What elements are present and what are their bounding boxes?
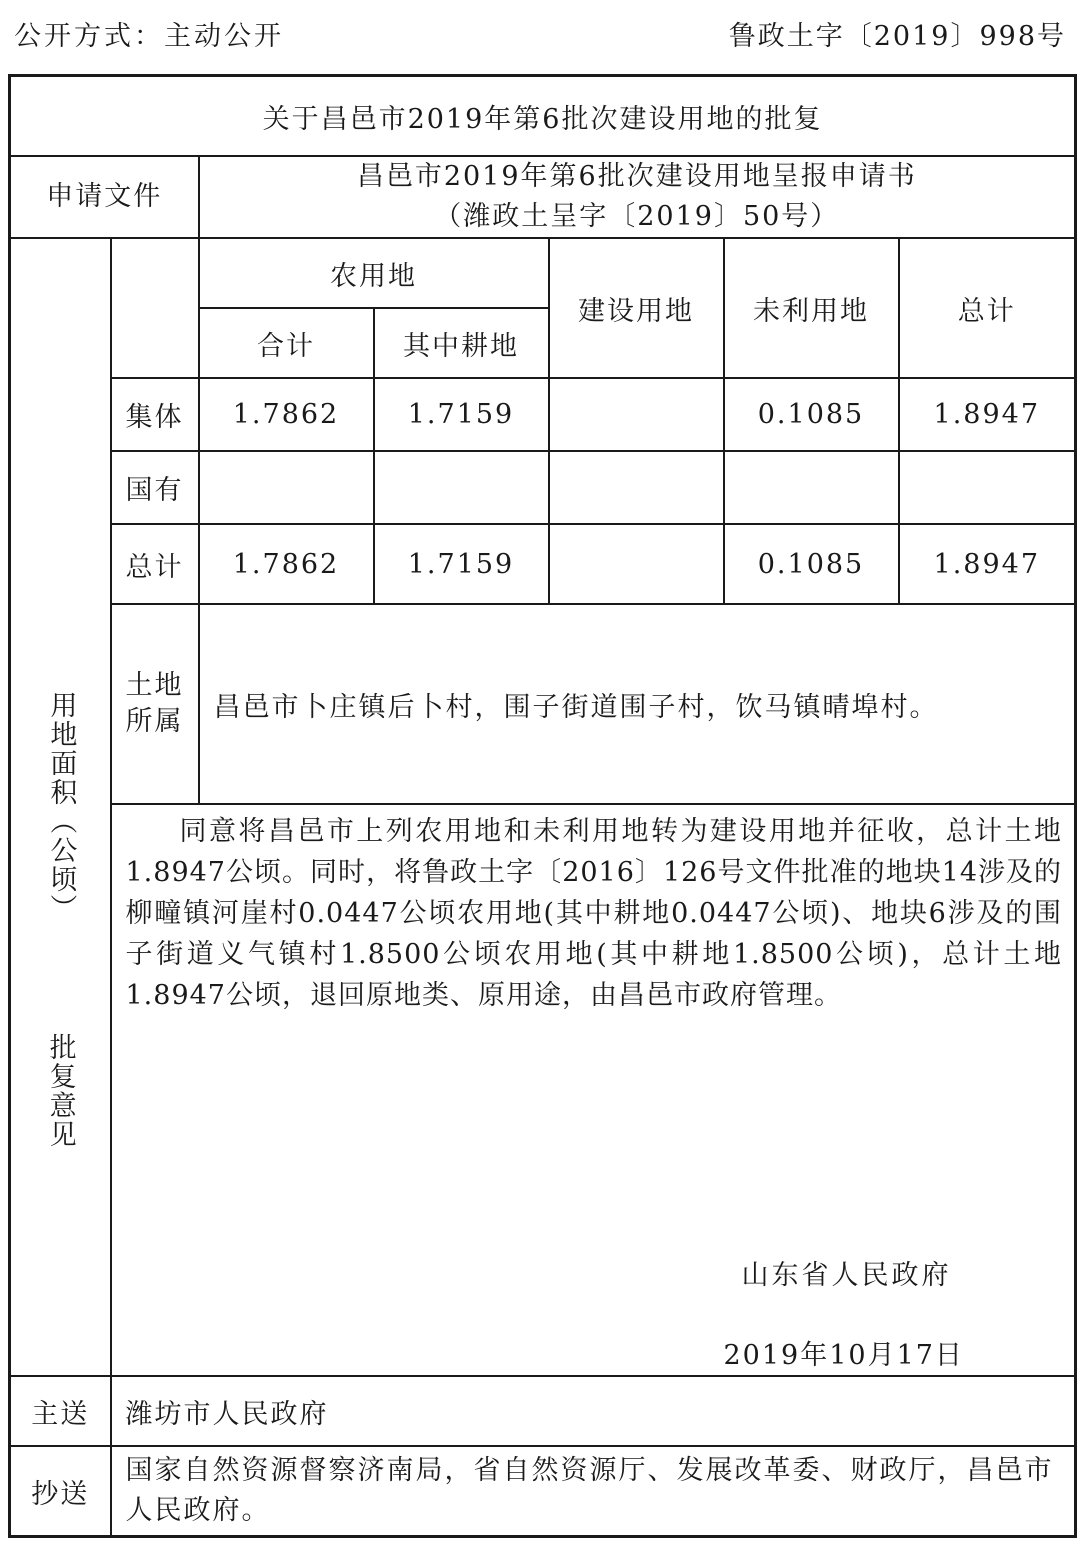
approval-label: 批复意见	[44, 1033, 76, 1149]
approval-table	[8, 74, 1077, 1538]
cell-agri-total: 1.7862	[199, 378, 374, 451]
area-side-label: 用地面积（公顷）	[45, 691, 77, 923]
ownership-text: 昌邑市卜庄镇后卜村，围子街道围子村，饮马镇晴埠村。	[199, 604, 1076, 804]
col-agri-header: 农用地	[199, 238, 549, 308]
col-total-header: 总计	[899, 238, 1076, 378]
cell-arable	[374, 451, 549, 524]
cell-agri-total: 1.7862	[199, 524, 374, 604]
col-construction-header: 建设用地	[549, 238, 724, 378]
ownership-label: 土地所属	[125, 670, 184, 737]
send-to-label: 主送	[10, 1376, 111, 1446]
table-row	[10, 378, 1076, 451]
row-label: 集体	[111, 378, 199, 451]
approval-date: 2019年10月17日	[723, 1340, 964, 1371]
application-label: 申请文件	[10, 156, 199, 238]
application-line-1: 昌邑市2019年第6批次建设用地呈报申请书	[356, 161, 917, 192]
approval-opinion-cell	[111, 804, 1076, 1376]
col-unused-header: 未利用地	[724, 238, 899, 378]
application-line-2: （潍政土呈字〔2019〕50号）	[434, 201, 840, 232]
col-agri-arable-header: 其中耕地	[374, 308, 549, 378]
cell-arable: 1.7159	[374, 378, 549, 451]
copy-to-value: 国家自然资源督察济南局，省自然资源厅、发展改革委、财政厅，昌邑市人民政府。	[111, 1446, 1076, 1537]
document-number: 鲁政土字〔2019〕998号	[728, 21, 1066, 52]
cell-unused	[724, 451, 899, 524]
disclosure-method: 公开方式：主动公开	[14, 21, 284, 52]
document-title: 关于昌邑市2019年第6批次建设用地的批复	[10, 76, 1076, 157]
cell-construction	[549, 378, 724, 451]
cell-total: 1.8947	[899, 524, 1076, 604]
area-corner-cell	[111, 238, 199, 378]
cell-total: 1.8947	[899, 378, 1076, 451]
cell-agri-total	[199, 451, 374, 524]
cell-unused: 0.1085	[724, 378, 899, 451]
cell-unused: 0.1085	[724, 524, 899, 604]
approval-label-wrap	[11, 806, 108, 1376]
row-label: 国有	[111, 451, 199, 524]
cell-total	[899, 451, 1076, 524]
ownership-label-cell	[111, 604, 199, 804]
approval-signer: 山东省人民政府	[741, 1260, 952, 1291]
row-label: 总计	[111, 524, 199, 604]
cell-arable: 1.7159	[374, 524, 549, 604]
table-row	[10, 524, 1076, 604]
application-document	[199, 156, 1076, 238]
send-to-value: 潍坊市人民政府	[111, 1376, 1076, 1446]
cell-construction	[549, 451, 724, 524]
col-agri-total-header: 合计	[199, 308, 374, 378]
table-row	[10, 451, 1076, 524]
cell-construction	[549, 524, 724, 604]
copy-to-label: 抄送	[10, 1446, 111, 1537]
approval-opinion-text: 同意将昌邑市上列农用地和未利用地转为建设用地并征收，总计土地1.8947公顷。同时，将鲁政土字〔2016〕126号文件批准的地块14涉及的柳疃镇河崖村0.0447公顷农用地(其中耕地0.0447公顷)、地块6涉及的围子街道义气镇村1.8500公顷农用地(其中耕地1.8500公顷)，总计土地1.8947公顷，退回原地类、原用途，由昌邑市政府管理。	[125, 816, 1063, 1011]
